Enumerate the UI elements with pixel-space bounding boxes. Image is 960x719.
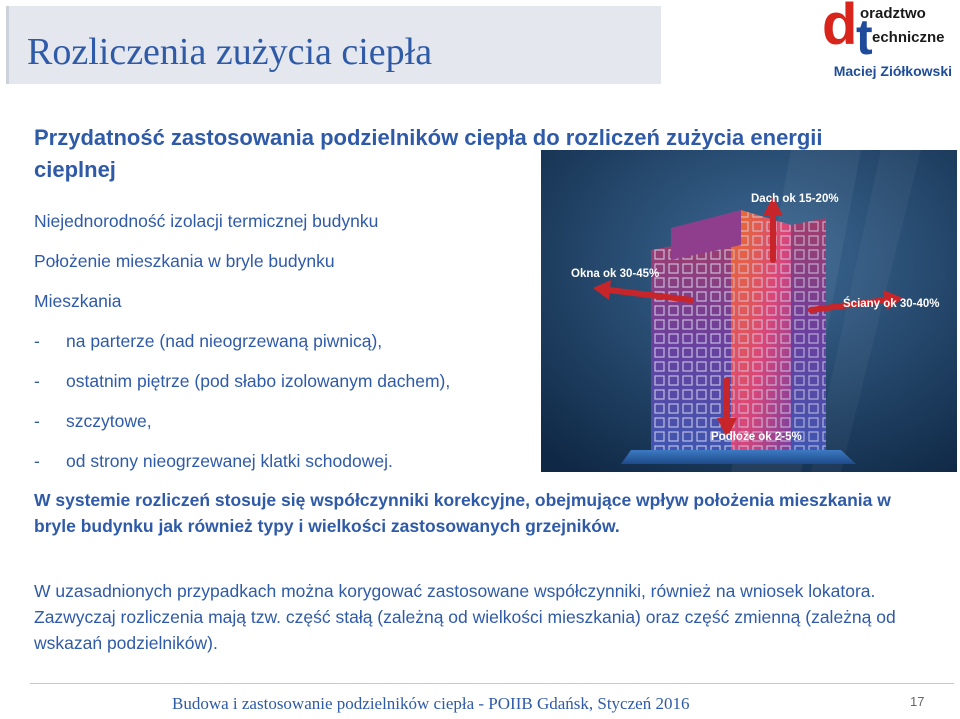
logo-author: Maciej Ziółkowski: [833, 63, 952, 79]
factor-apartments: Mieszkania: [34, 291, 122, 311]
label-windows: Okna ok 30-45%: [571, 268, 660, 280]
section-heading: Przydatność zastosowania podzielników ciepła do rozliczeń zużycia energii cieplnej: [34, 125, 823, 182]
slide-title: Rozliczenia zużycia ciepła: [27, 31, 433, 73]
label-walls: Ściany ok 30-40%: [843, 298, 940, 310]
list-item: [34, 451, 393, 472]
list-dash: -: [34, 411, 40, 431]
label-roof: Dach ok 15-20%: [751, 193, 839, 205]
heat-loss-illustration: [541, 150, 957, 472]
label-floor: Podłoże ok 2-5%: [711, 431, 802, 443]
logo-letter-t: t: [856, 9, 873, 65]
correction-factors-paragraph: W systemie rozliczeń stosuje się współczynniki korekcyjne, obejmujące wpływ położenia mieszkania w bryle budynku jak również typy i wielkości zastosowanych grzejników.: [34, 490, 891, 536]
building-windows: [741, 210, 791, 450]
list-item: [34, 371, 450, 392]
title-bar: [6, 6, 661, 84]
footer-divider: [30, 683, 954, 684]
billing-paragraph: W uzasadnionych przypadkach można korygować zastosowane współczynniki, również na wniosek lokatora. Zazwyczaj rozliczenia mają tzw. część stałą (zależną od wielkości mieszkania) oraz część zmienną (zależną od wskazań podzielników).: [34, 581, 896, 653]
building-windows: [651, 235, 731, 450]
footer-text: Budowa i zastosowanie podzielników ciepła - POIIB Gdańsk, Styczeń 2016: [172, 694, 690, 713]
list-item-text: od strony nieogrzewanej klatki schodowej.: [66, 451, 393, 471]
list-dash: -: [34, 331, 40, 351]
list-item-text: ostatnim piętrze (pod słabo izolowanym dachem),: [66, 371, 451, 391]
factor-insulation: Niejednorodność izolacji termicznej budynku: [34, 211, 379, 231]
list-item: [34, 411, 152, 432]
list-item: [34, 331, 382, 352]
factor-location: Położenie mieszkania w bryle budynku: [34, 251, 335, 271]
list-dash: -: [34, 371, 40, 391]
logo-line-oradztwo: oradztwo: [860, 5, 926, 22]
list-item-text: na parterze (nad nieogrzewaną piwnicą),: [66, 331, 383, 351]
building-heat-loss-graphic: [541, 150, 957, 472]
list-item-text: szczytowe,: [66, 411, 152, 431]
logo-line-echniczne: echniczne: [872, 29, 945, 46]
building-floor-slab: [621, 450, 856, 464]
company-logo: [820, 2, 956, 84]
list-dash: -: [34, 451, 40, 471]
page-number: 17: [910, 694, 925, 709]
logo-letter-d: d: [822, 0, 858, 57]
building-windows: [791, 218, 826, 450]
